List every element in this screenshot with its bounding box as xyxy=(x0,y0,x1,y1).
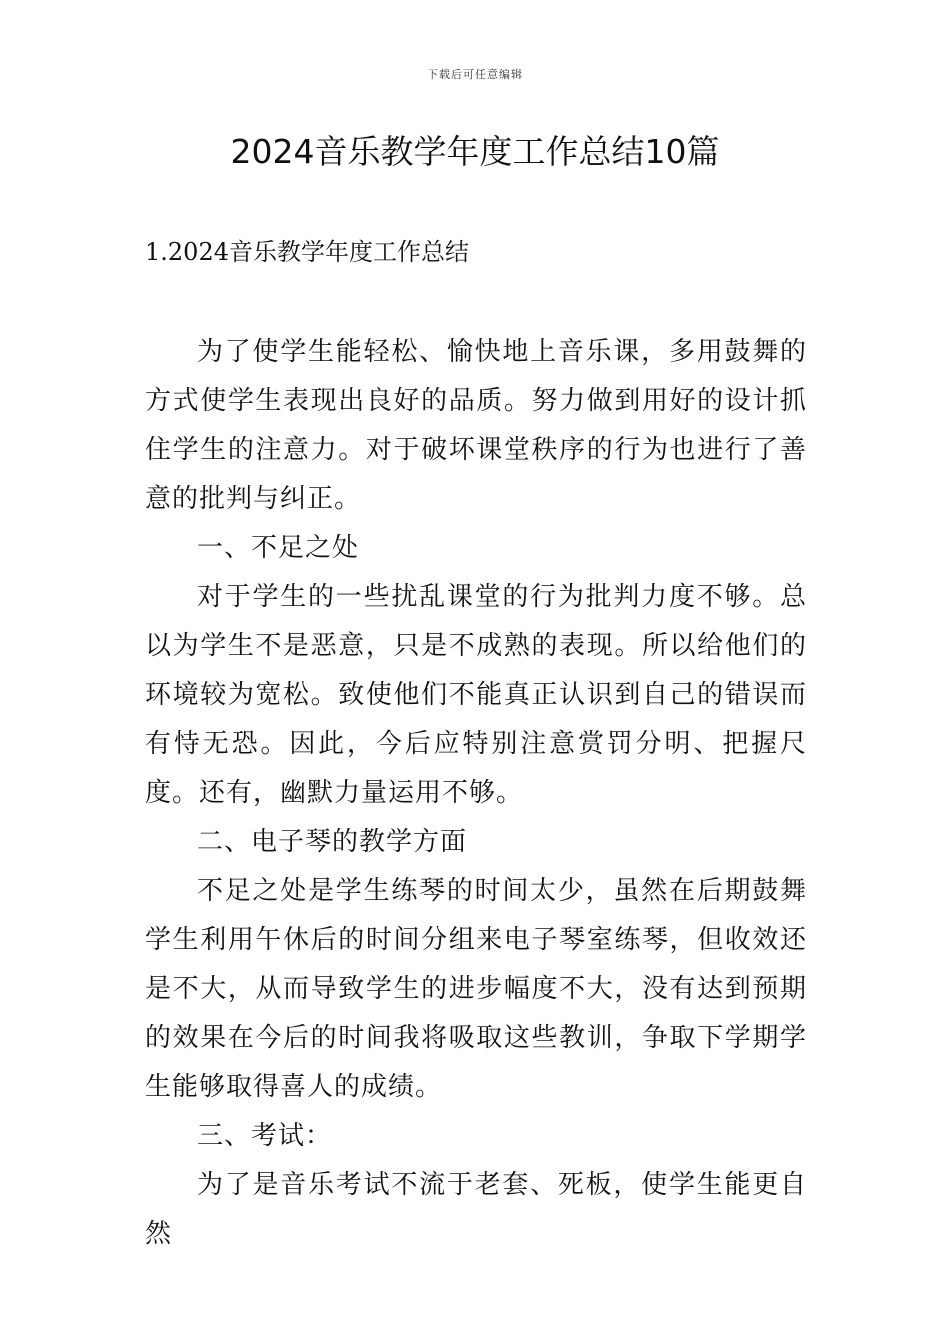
paragraph-exams: 为了是音乐考试不流于老套、死板，使学生能更自然 xyxy=(145,1170,807,1249)
paragraph-intro: 为了使学生能轻松、愉快地上音乐课，多用鼓舞的方式使学生表现出良好的品质。努力做到用好的设计抓住学生的注意力。对于破坏课堂秩序的行为也进行了善意的批判与纠正。 xyxy=(145,337,807,514)
paragraph-keyboard-teaching: 不足之处是学生练琴的时间太少，虽然在后期鼓舞学生利用午休后的时间分组来电子琴室练琴，但收效还是不大，从而导致学生的进步幅度不大，没有达到预期的效果在今后的时间我将吸取这些教训，争取下学期学生能够取得喜人的成绩。 xyxy=(145,876,807,1102)
subheading-shortcomings: 一、不足之处 xyxy=(197,533,360,563)
section-heading: 1.2024音乐教学年度工作总结 xyxy=(145,238,469,266)
header-note: 下载后可任意编辑 xyxy=(427,68,523,81)
document-body xyxy=(145,328,807,1259)
subheading-exams: 三、考试： xyxy=(197,1121,333,1151)
paragraph-shortcomings: 对于学生的一些扰乱课堂的行为批判力度不够。总以为学生不是恶意，只是不成熟的表现。所以给他们的环境较为宽松。致使他们不能真正认识到自己的错误而有恃无恐。因此，今后应特别注意赏罚分明、把握尺度。还有，幽默力量运用不够。 xyxy=(145,582,807,808)
subheading-keyboard-teaching: 二、电子琴的教学方面 xyxy=(197,827,468,857)
document-title: 2024音乐教学年度工作总结10篇 xyxy=(230,132,720,171)
